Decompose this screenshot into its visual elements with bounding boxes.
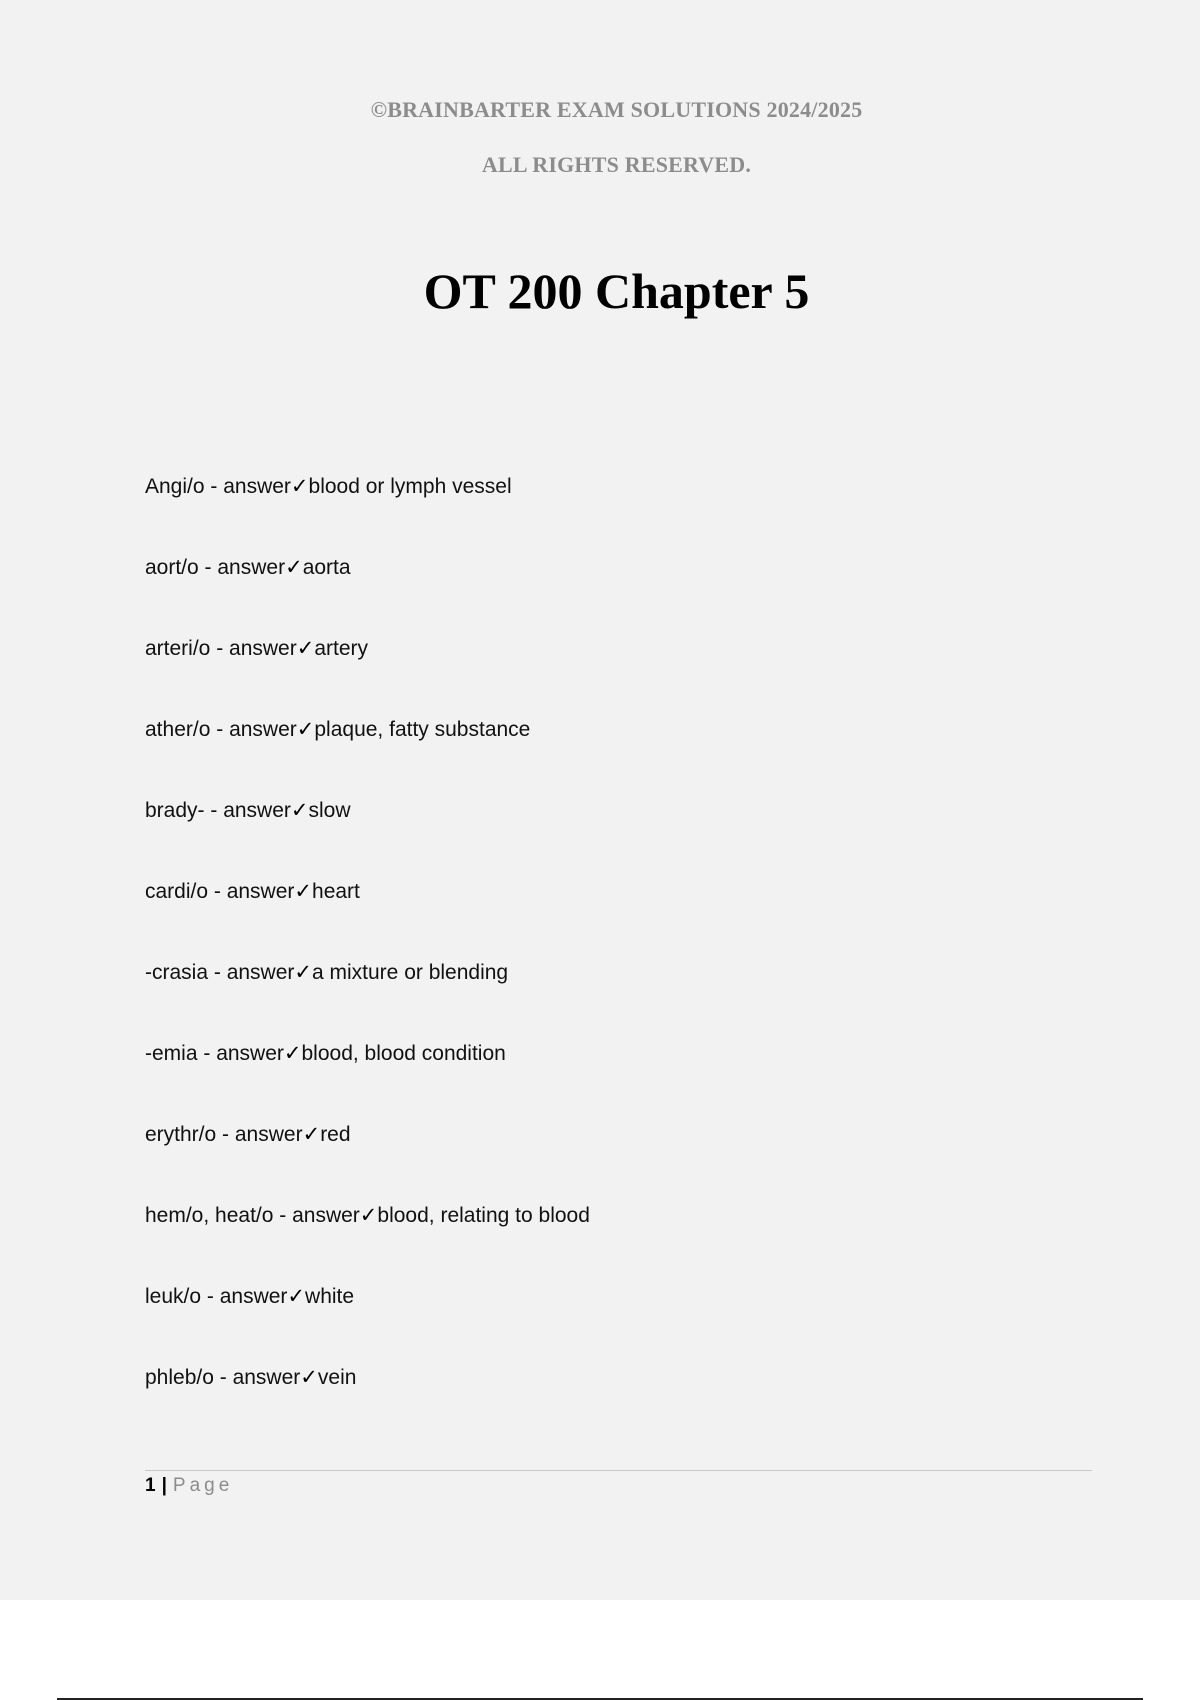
answer-label: answer <box>219 1285 288 1308</box>
term-separator: - <box>213 1366 233 1389</box>
answer-label: answer <box>216 1042 284 1065</box>
footer-divider <box>145 1470 1092 1471</box>
check-icon: ✓ <box>294 961 312 984</box>
answer-label: answer <box>226 880 295 903</box>
definition-text: plaque, fatty substance <box>314 718 531 741</box>
check-icon: ✓ <box>287 1285 306 1308</box>
term-separator: - <box>201 1285 220 1308</box>
check-icon: ✓ <box>285 556 303 579</box>
definition-text: blood, relating to blood <box>377 1204 590 1227</box>
term-item <box>145 1043 590 1124</box>
definition-text: vein <box>317 1366 357 1389</box>
check-icon: ✓ <box>300 1366 318 1389</box>
term-item <box>145 800 590 881</box>
term-text: Angi/o <box>145 475 205 498</box>
answer-label: answer <box>234 1123 303 1146</box>
check-icon: ✓ <box>290 799 309 822</box>
term-item <box>145 1286 590 1367</box>
copyright-header: ©BRAINBARTER EXAM SOLUTIONS 2024/2025 <box>370 97 863 122</box>
check-icon: ✓ <box>302 1123 321 1146</box>
term-item <box>145 557 590 638</box>
term-separator: - <box>198 556 218 579</box>
answer-label: answer <box>292 1204 360 1227</box>
term-item <box>145 962 590 1043</box>
term-text: -emia <box>145 1042 198 1065</box>
term-item <box>145 1205 590 1286</box>
term-item <box>145 476 590 557</box>
term-list <box>145 476 590 1448</box>
page-number: 1 <box>145 1475 156 1496</box>
term-separator: - <box>273 1204 293 1227</box>
answer-label: answer <box>223 799 291 822</box>
check-icon: ✓ <box>359 1204 378 1227</box>
definition-text: aorta <box>302 556 351 579</box>
term-separator: - <box>208 880 227 903</box>
page-footer <box>145 1475 233 1497</box>
answer-label: answer <box>226 961 295 984</box>
check-icon: ✓ <box>294 880 313 903</box>
answer-label: answer <box>229 718 297 741</box>
definition-text: white <box>305 1285 355 1308</box>
definition-text: slow <box>308 799 351 822</box>
term-text: arteri/o <box>145 637 211 660</box>
definition-text: artery <box>314 637 369 660</box>
term-text: ather/o <box>145 718 211 741</box>
answer-label: answer <box>223 475 291 498</box>
definition-text: red <box>320 1123 351 1146</box>
definition-text: heart <box>312 880 360 903</box>
rights-header: ALL RIGHTS RESERVED. <box>481 152 752 177</box>
check-icon: ✓ <box>296 637 315 660</box>
answer-label: answer <box>229 637 297 660</box>
term-separator: - <box>210 637 230 660</box>
page-label: Page <box>172 1475 234 1496</box>
check-icon: ✓ <box>290 475 309 498</box>
term-item <box>145 1124 590 1205</box>
term-text: aort/o <box>145 556 199 579</box>
term-text: brady- <box>145 799 205 822</box>
page-title: OT 200 Chapter 5 <box>423 263 810 319</box>
answer-label: answer <box>217 556 286 579</box>
term-text: erythr/o <box>145 1123 217 1146</box>
term-item <box>145 638 590 719</box>
term-text: hem/o, heat/o <box>145 1204 274 1227</box>
term-item <box>145 1367 590 1448</box>
definition-text: blood, blood condition <box>301 1042 506 1065</box>
term-item <box>145 881 590 962</box>
answer-label: answer <box>232 1366 301 1389</box>
term-text: leuk/o <box>145 1285 202 1308</box>
term-separator: - <box>210 718 230 741</box>
check-icon: ✓ <box>283 1042 302 1065</box>
term-separator: - <box>197 1042 217 1065</box>
term-text: cardi/o <box>145 880 209 903</box>
footer-separator: | <box>161 1475 167 1496</box>
term-item <box>145 719 590 800</box>
definition-text: a mixture or blending <box>312 961 509 984</box>
term-text: -crasia <box>145 961 209 984</box>
definition-text: blood or lymph vessel <box>308 475 512 498</box>
term-separator: - <box>204 475 224 498</box>
check-icon: ✓ <box>296 718 315 741</box>
term-text: phleb/o <box>145 1366 214 1389</box>
term-separator: - <box>204 799 224 822</box>
term-separator: - <box>216 1123 235 1146</box>
term-separator: - <box>208 961 227 984</box>
